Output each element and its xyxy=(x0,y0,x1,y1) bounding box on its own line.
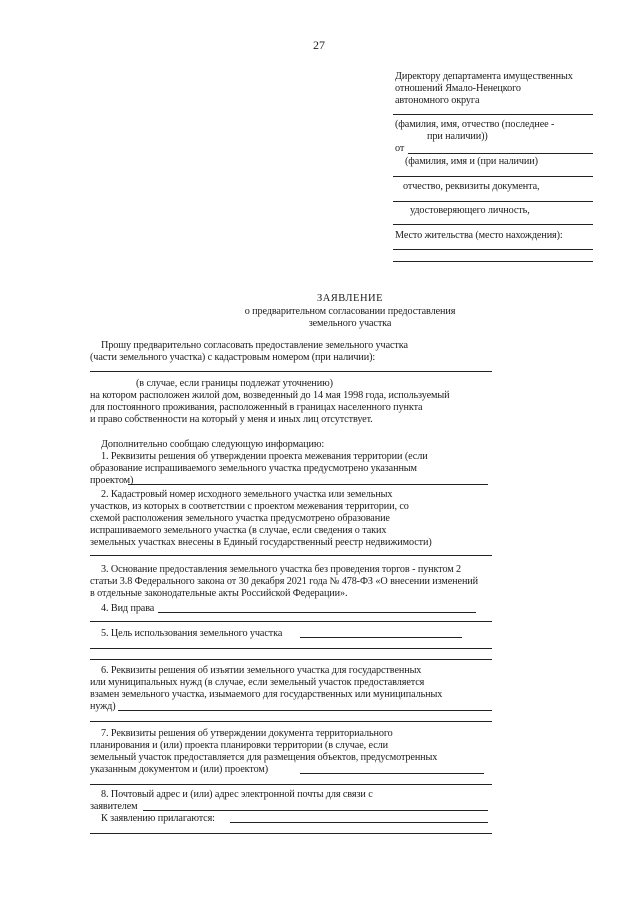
item-3-line: 3. Основание предоставления земельного участка без проведения торгов - пунктом 2 xyxy=(101,564,462,575)
fio-hint: (фамилия, имя, отчество (последнее - xyxy=(395,119,555,130)
request-note: (в случае, если границы подлежат уточнению) xyxy=(136,378,333,389)
blank-line xyxy=(90,371,492,372)
request-line: на котором расположен жилой дом, возведенный до 14 мая 1998 года, используемый xyxy=(90,390,450,401)
blank-line xyxy=(90,833,492,834)
blank-line xyxy=(300,637,462,638)
item-6-line: или муниципальных нужд (в случае, если земельный участок предоставляется xyxy=(90,677,425,688)
from-label: от xyxy=(395,143,405,154)
item-2-line: участков, из которых в соответствии с проектом межевания территории, со xyxy=(90,501,409,512)
blank-line xyxy=(90,621,492,622)
document-hint: удостоверяющего личность, xyxy=(410,205,530,216)
item-8-line: заявителем xyxy=(90,801,138,812)
fio-hint: при наличии)) xyxy=(427,131,488,142)
item-8-line: 8. Почтовый адрес и (или) адрес электронной почты для связи с xyxy=(101,789,373,800)
item-1-line: образование испрашиваемого земельного участка предусмотрено указанным xyxy=(90,463,417,474)
item-2-line: схемой расположения земельного участка предусмотрено образование xyxy=(90,513,390,524)
item-7-line: 7. Реквизиты решения об утверждении документа территориального xyxy=(101,728,393,739)
blank-line xyxy=(90,721,492,722)
document-subtitle: о предварительном согласовании предоставления xyxy=(244,306,456,317)
blank-line xyxy=(393,201,593,202)
item-1-line: проектом) xyxy=(90,475,134,486)
attachments-label: К заявлению прилагаются: xyxy=(101,813,215,824)
page-number: 27 xyxy=(313,38,325,52)
item-4-label: 4. Вид права xyxy=(101,603,155,614)
item-5-label: 5. Цель использования земельного участка xyxy=(101,628,283,639)
fio-hint: (фамилия, имя и (при наличии) xyxy=(405,156,538,167)
item-7-line: земельный участок предоставляется для размещения объектов, предусмотренных xyxy=(90,752,438,763)
addressee-line: Директору департамента имущественных xyxy=(395,71,573,82)
document-title: ЗАЯВЛЕНИЕ xyxy=(316,293,384,304)
request-line: (части земельного участка) с кадастровым номером (при наличии): xyxy=(90,352,376,363)
blank-line xyxy=(158,612,476,613)
item-2-line: испрашиваемого земельного участка (в случае, если сведения о таких xyxy=(90,525,387,536)
blank-line xyxy=(393,249,593,250)
blank-line xyxy=(90,555,492,556)
item-2-line: земельных участках внесены в Единый государственный реестр недвижимости) xyxy=(90,537,432,548)
blank-line xyxy=(128,484,488,485)
blank-line xyxy=(393,114,593,115)
blank-line xyxy=(393,261,593,262)
blank-line xyxy=(300,773,484,774)
item-2-line: 2. Кадастровый номер исходного земельного участка или земельных xyxy=(101,489,393,500)
item-6-line: 6. Реквизиты решения об изъятии земельного участка для государственных xyxy=(101,665,422,676)
document-hint: отчество, реквизиты документа, xyxy=(403,181,540,192)
blank-line xyxy=(408,153,593,154)
item-7-line: планирования и (или) проекта планировки территории (в случае, если xyxy=(90,740,388,751)
item-7-line: указанным документом и (или) проектом) xyxy=(90,764,269,775)
item-3-line: в отдельные законодательные акты Российской Федерации». xyxy=(90,588,348,599)
residence-label: Место жительства (место нахождения): xyxy=(395,230,563,241)
request-line: для постоянного проживания, расположенный в границах населенного пункта xyxy=(90,402,423,413)
blank-line xyxy=(90,659,492,660)
request-line: и право собственности на который у меня и иных лиц отсутствует. xyxy=(90,414,373,425)
blank-line xyxy=(143,810,488,811)
info-intro: Дополнительно сообщаю следующую информацию: xyxy=(101,439,325,450)
document-subtitle: земельного участка xyxy=(308,318,392,329)
addressee-line: отношений Ямало-Ненецкого xyxy=(395,83,521,94)
blank-line xyxy=(90,648,492,649)
request-line: Прошу предварительно согласовать предоставление земельного участка xyxy=(101,340,408,351)
item-6-line: нужд) xyxy=(90,701,116,712)
blank-line xyxy=(90,784,492,785)
addressee-line: автономного округа xyxy=(395,95,480,106)
blank-line xyxy=(393,176,593,177)
item-1-line: 1. Реквизиты решения об утверждении проекта межевания территории (если xyxy=(101,451,428,462)
blank-line xyxy=(230,822,488,823)
blank-line xyxy=(393,224,593,225)
item-3-line: статьи 3.8 Федерального закона от 30 декабря 2021 года № 478-ФЗ «О внесении изменений xyxy=(90,576,479,587)
blank-line xyxy=(118,710,492,711)
item-6-line: взамен земельного участка, изымаемого для государственных или муниципальных xyxy=(90,689,443,700)
